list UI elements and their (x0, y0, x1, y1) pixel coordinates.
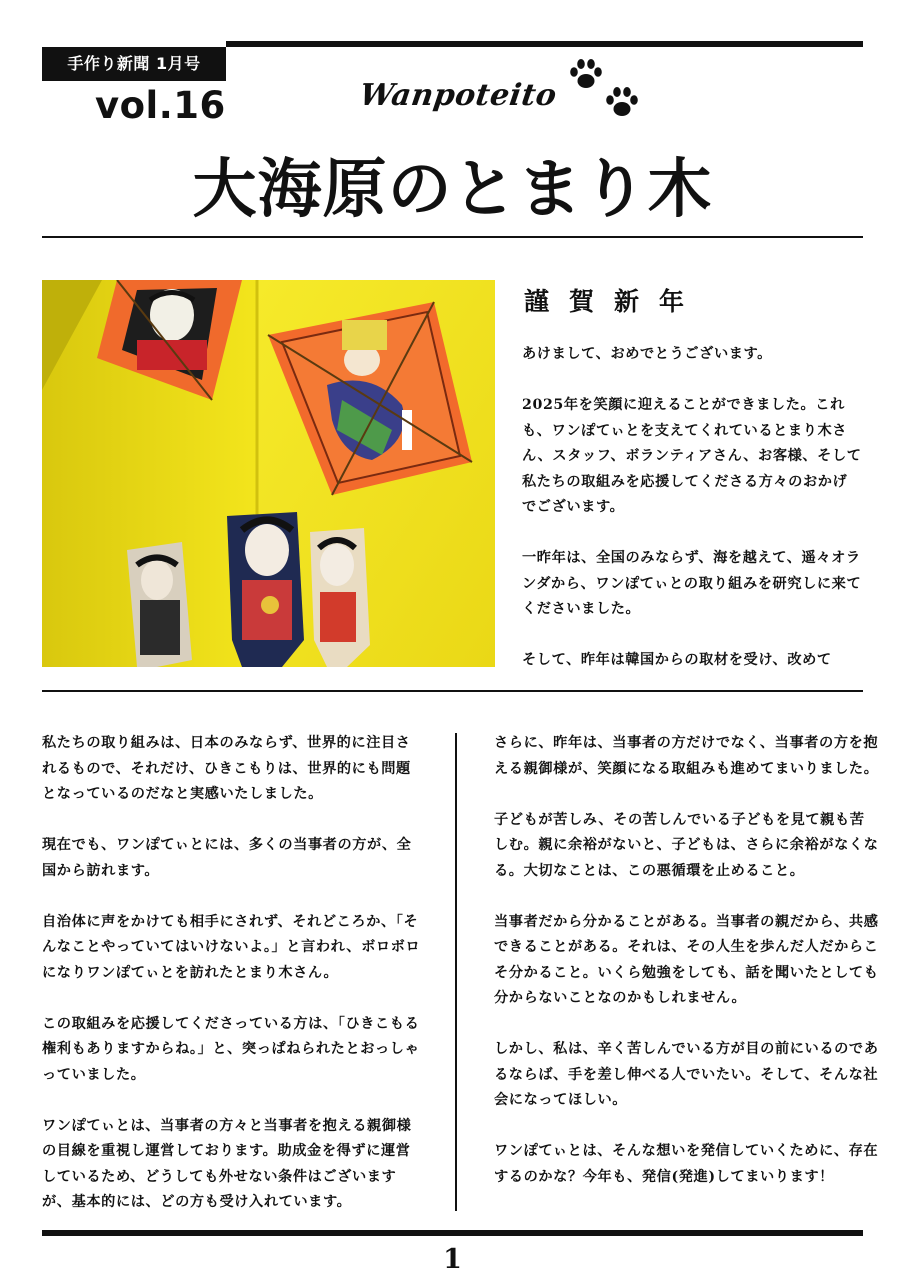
section-divider (42, 690, 863, 692)
left-column-text: 私たちの取り組みは、日本のみならず、世界的に注目されるもので、それだけ、ひきこもりは、世界的にも問題となっているのだなと実感いたしました。 現在でも、ワンぽてぃとには、多くの当事者の方が、全国から訪れます。 自治体に声をかけても相手にされず、それどころか、「そんなことやっていてはいけないよ。」と言われ、ボロボロになりワンぽてぃとを訪れたとまり木さん。 この取組みを応援してくださっている方は、「ひきこもる権利もありますからね。」と、突っぱねられたとおっしゃっていました。 ワンぽてぃとは、当事者の方々と当事者を抱える親御様の目線を重視し運営しております。助成金を得ずに運営しているため、どうしても外せない条件はございますが、基本的には、どの方も受け入れています。 (42, 735, 421, 1210)
paw-print-icon (568, 58, 604, 92)
newspaper-title: 大海原のとまり木 (192, 153, 713, 227)
greeting-title: 謹賀新年 (524, 287, 705, 316)
column-divider (455, 733, 457, 1211)
page-number: 1 (443, 1244, 462, 1275)
brand-logo-text: Wanpoteito (357, 78, 559, 113)
bottom-rule (42, 1230, 863, 1236)
paw-print-icon (604, 86, 640, 120)
kite-and-hagoita-photo (42, 280, 495, 667)
volume-label: vol.16 (95, 84, 226, 127)
greeting-body: あけまして、おめでとうございます。 2025年を笑顔に迎えることができました。これも、ワンぽてぃとを支えてくれているとまり木さん、スタッフ、ボランティアさん、お客様、そして私たちの取組みを応援してくださる方々のおかげでございます。 一昨年は、全国のみならず、海を越えて、遥々オランダから、ワンぽてぃとの取り組みを研究しに来てくださいました。 そして、昨年は韓国からの取材を受け、改めて (522, 346, 862, 668)
issue-tag: 手作り新聞 1月号 (42, 47, 226, 81)
right-column-text: さらに、昨年は、当事者の方だけでなく、当事者の方を抱える親御様が、笑顔になる取組みも進めてまいりました。 子どもが苦しみ、その苦しんでいる子どもを見て親も苦しむ。親に余裕がないと、子どもは、さらに余裕がなくなる。大切なことは、この悪循環を止めること。 当事者だから分かることがある。当事者の親だから、共感できることがある。それは、その人生を歩んだ人だからこそ分かること。いくら勉強をしても、話を聞いたとしても分からないことなのかもしれません。 しかし、私は、辛く苦しんでいる方が目の前にいるのであるならば、手を差し伸べる人でいたい。そして、そんな社会になってほしい。 ワンぽてぃとは、そんな想いを発信していくために、存在するのかな？今年も、発信(発進)してまいります！ (494, 735, 879, 1185)
header-divider (42, 236, 863, 238)
top-rule (226, 41, 863, 47)
